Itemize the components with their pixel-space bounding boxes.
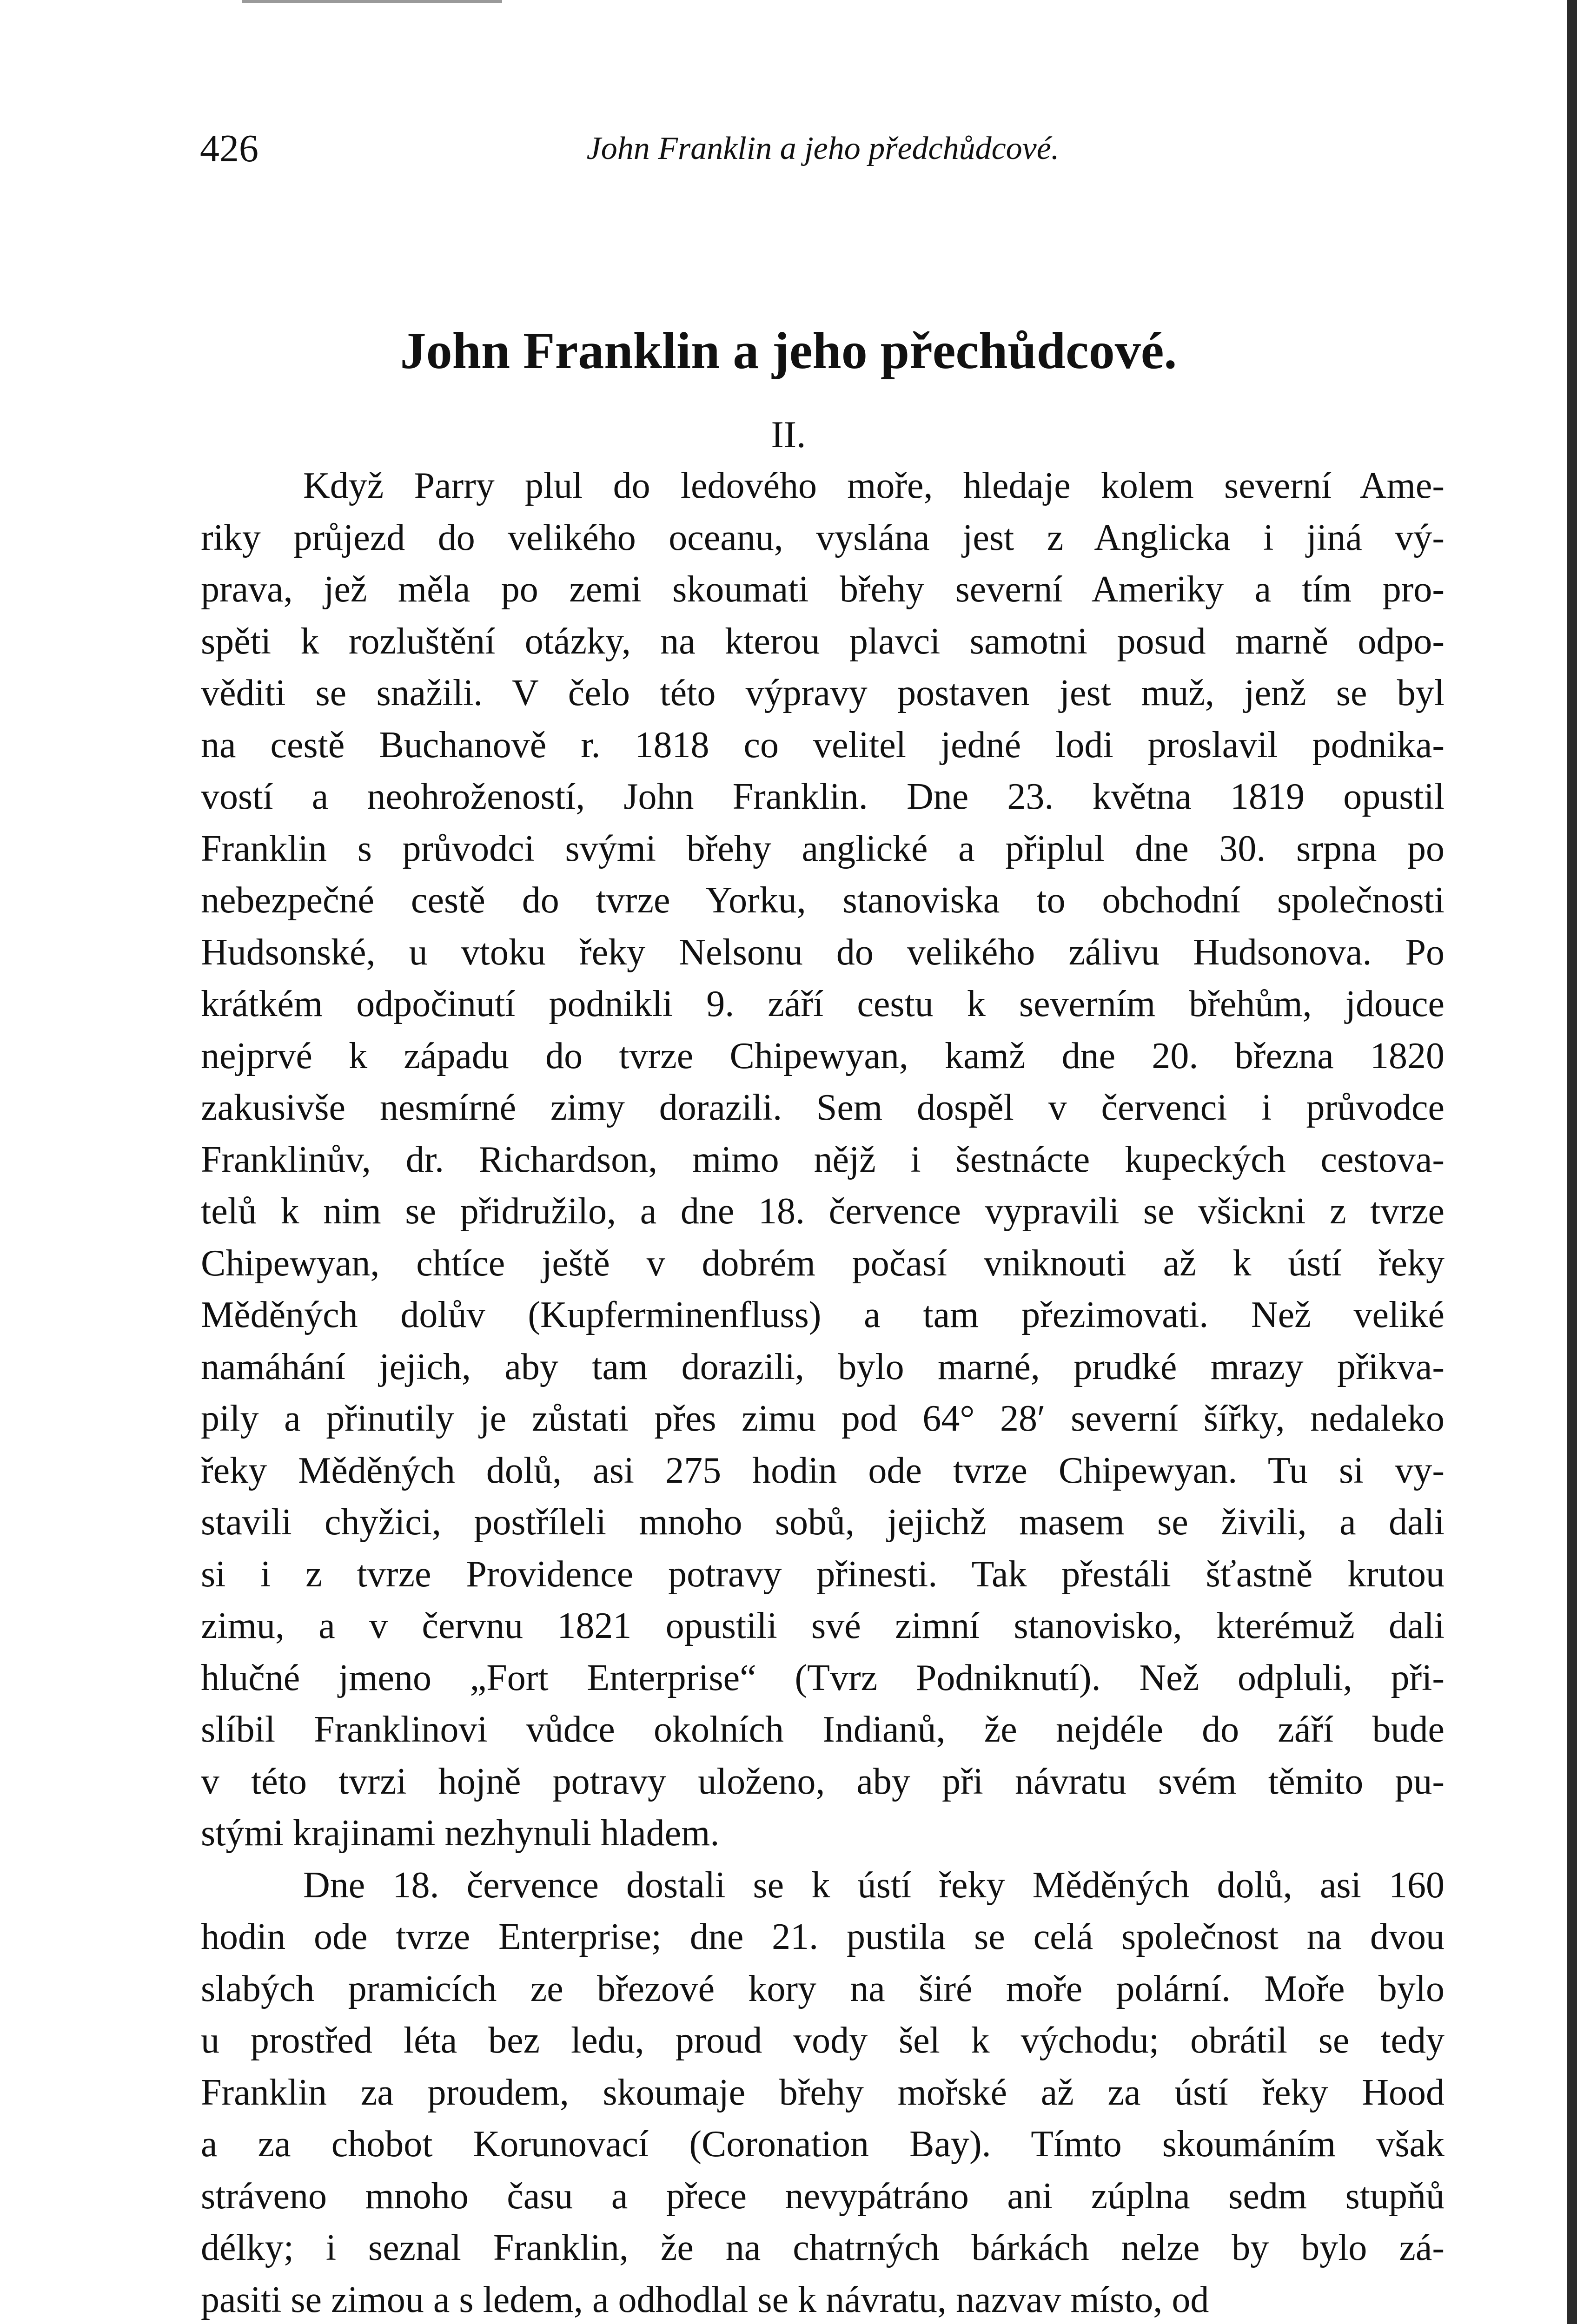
text-line: prava, jež měla po zemi skoumati břehy severní Ameriky a tím pro- — [201, 569, 1444, 610]
running-title: John Franklin a jeho předchůdcové. — [586, 131, 1060, 166]
text-line: krátkém odpočinutí podnikli 9. září cestu k severním břehům, jdouce — [201, 984, 1444, 1024]
scan-mark — [242, 0, 502, 3]
text-line: si i z tvrze Providence potravy přinesti. Tak přestáli šťastně krutou — [201, 1553, 1444, 1595]
text-line: stavili chyžici, postříleli mnoho sobů, jejichž masem se živili, a dali — [201, 1502, 1444, 1543]
text-line: a za chobot Korunovací (Coronation Bay). Tímto skoumáním však — [201, 2124, 1444, 2165]
text-line: hodin ode tvrze Enterprise; dne 21. pustila se celá společnost na dvou — [201, 1916, 1444, 1957]
running-head — [200, 123, 1446, 174]
body-text — [201, 460, 1444, 2324]
text-line: délky; i seznal Franklin, že na chatrných bárkách nelze by bylo zá- — [201, 2227, 1444, 2268]
text-line: Chipewyan, chtíce ještě v dobrém počasí vniknouti až k ústí řeky — [201, 1242, 1444, 1284]
paragraph — [201, 1860, 1444, 2324]
text-line: vostí a neohrožeností, John Franklin. Dne 23. května 1819 opustil — [201, 776, 1444, 817]
text-line: pily a přinutily je zůstati přes zimu pod 64° 28′ severní šířky, nedaleko — [201, 1398, 1444, 1439]
text-line: věditi se snažili. V čelo této výpravy postaven jest muž, jenž se byl — [201, 673, 1444, 713]
text-line: slíbil Franklinovi vůdce okolních Indianů, že nejdéle do září bude — [201, 1709, 1444, 1750]
text-line: zakusivše nesmírné zimy dorazili. Sem dospěl v červenci i průvodce — [201, 1087, 1444, 1128]
text-line: spěti k rozluštění otázky, na kterou plavci samotni posud marně odpo- — [201, 621, 1444, 662]
text-line: Měděných dolův (Kupferminenfluss) a tam přezimovati. Než veliké — [201, 1294, 1444, 1335]
text-line: v této tvrzi hojně potravy uloženo, aby při návratu svém těmito pu- — [201, 1761, 1444, 1802]
page-number: 426 — [200, 127, 258, 170]
text-line: pasiti se zimou a s ledem, a odhodlal se k návratu, nazvav místo, od — [201, 2279, 1209, 2320]
text-line: zimu, a v červnu 1821 opustili své zimní stanovisko, kterémuž dali — [201, 1605, 1444, 1646]
part-number: II. — [771, 413, 806, 456]
text-line: Franklin za proudem, skoumaje břehy mořské až za ústí řeky Hood — [201, 2072, 1444, 2113]
article-title: John Franklin a jeho přechůdcové. — [400, 322, 1177, 380]
text-line: u prostřed léta bez ledu, proud vody šel k východu; obrátil se tedy — [201, 2020, 1444, 2061]
text-line: nejprvé k západu do tvrze Chipewyan, kamž dne 20. března 1820 — [201, 1035, 1444, 1076]
text-line: řeky Měděných dolů, asi 275 hodin ode tvrze Chipewyan. Tu si vy- — [201, 1450, 1444, 1491]
text-line: Franklinův, dr. Richardson, mimo nějž i šestnácte kupeckých cestova- — [201, 1139, 1444, 1180]
text-line: slabých pramicích ze březové kory na širé moře polární. Moře bylo — [201, 1968, 1444, 2009]
text-line: Hudsonské, u vtoku řeky Nelsonu do velikého zálivu Hudsonova. Po — [201, 931, 1444, 973]
text-line: riky průjezd do velikého oceanu, vyslána jest z Anglicka i jiná vý- — [201, 517, 1444, 558]
text-line: stými krajinami nezhynuli hladem. — [201, 1813, 720, 1854]
text-line: stráveno mnoho času a přece nevypátráno ani zúplna sedm stupňů — [201, 2175, 1444, 2217]
text-line: telů k nim se přidružilo, a dne 18. července vypravili se všickni z tvrze — [201, 1191, 1444, 1232]
paragraph — [201, 460, 1444, 1860]
text-line: nebezpečné cestě do tvrze Yorku, stanoviska to obchodní společnosti — [201, 880, 1444, 921]
text-line: hlučné jmeno „Fort Enterprise“ (Tvrz Podniknutí). Než odpluli, při- — [201, 1657, 1444, 1698]
text-line: Franklin s průvodci svými břehy anglické a připlul dne 30. srpna po — [201, 828, 1444, 869]
text-line: Když Parry plul do ledového moře, hledaje kolem severní Ame- — [303, 465, 1444, 506]
text-line: namáhání jejich, aby tam dorazili, bylo marné, prudké mrazy přikva- — [201, 1346, 1444, 1387]
text-line: Dne 18. července dostali se k ústí řeky Měděných dolů, asi 160 — [303, 1864, 1444, 1906]
text-line: na cestě Buchanově r. 1818 co velitel jedné lodi proslavil podnika- — [201, 724, 1444, 766]
